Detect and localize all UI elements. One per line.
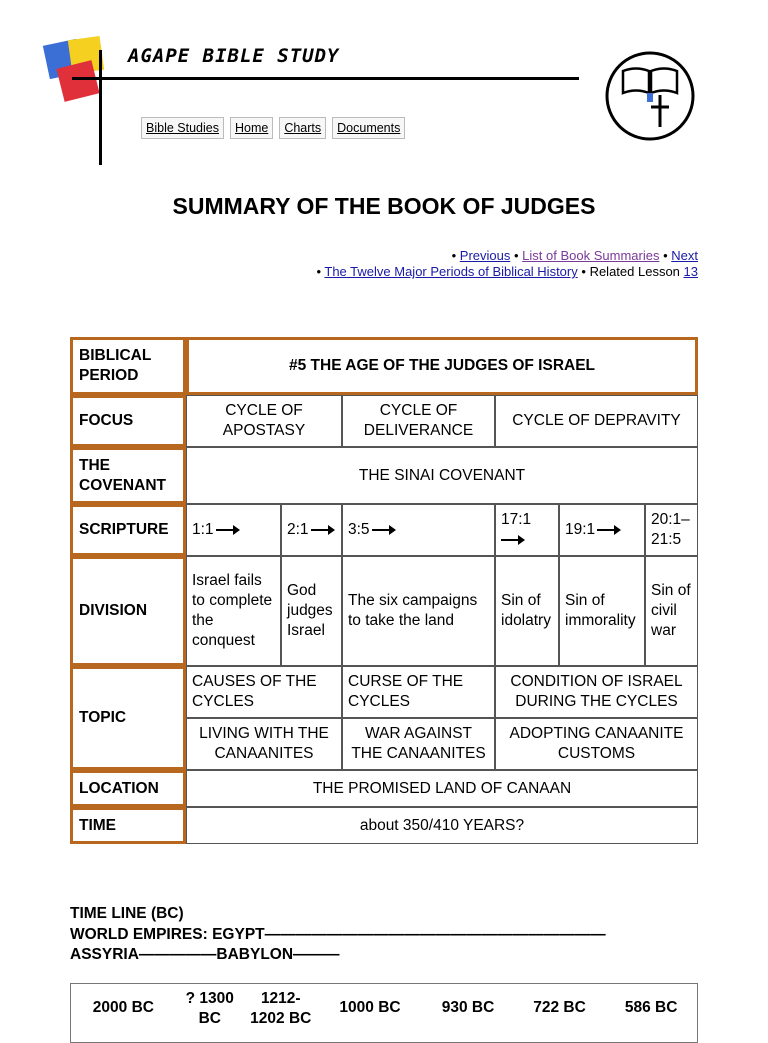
division-cell: Sin of immorality [559, 556, 645, 666]
arrow-right-icon [311, 529, 333, 531]
bullet: • [451, 248, 457, 263]
division-cell: Sin of idolatry [495, 556, 559, 666]
division-cell: God judges Israel [281, 556, 342, 666]
timeline-date: ? 1300 BC [185, 990, 234, 1027]
division-cell: Israel fails to complete the conquest [186, 556, 281, 666]
timeline-date: 586 BC [624, 999, 678, 1016]
open-bible-cross-icon [605, 51, 695, 141]
row-label-scripture: SCRIPTURE [70, 504, 186, 556]
next-link[interactable]: Next [671, 248, 698, 263]
topic-cell: CURSE OF THE CYCLES [342, 666, 495, 718]
topic-cell: CONDITION OF ISRAEL DURING THE CYCLES [495, 666, 698, 718]
topic-cell: LIVING WITH THE CANAANITES [186, 718, 342, 770]
page-title: SUMMARY OF THE BOOK OF JUDGES [172, 193, 596, 219]
top-nav [141, 117, 405, 139]
timeline-date: 722 BC [533, 999, 586, 1016]
timeline-dates-table [70, 983, 698, 1043]
header-rule [72, 77, 579, 80]
row-label-division: DIVISION [70, 556, 186, 666]
scripture-cell [495, 504, 559, 556]
division-cell: Sin of civil war [645, 556, 698, 666]
nav-charts[interactable]: Charts [279, 117, 326, 139]
navigation-links [316, 248, 698, 280]
arrow-right-icon [372, 529, 394, 531]
scripture-cell [281, 504, 342, 556]
timeline-date: 1212-1202 BC [250, 990, 312, 1027]
logo-square-red [56, 60, 99, 102]
time-value: about 350/410 YEARS? [186, 807, 698, 844]
covenant-value: THE SINAI COVENANT [186, 447, 698, 504]
scripture-ref: 19:1 [565, 521, 596, 538]
focus-cell: CYCLE OF APOSTASY [186, 395, 342, 447]
row-label-covenant: THE COVENANT [70, 447, 186, 504]
period-value: #5 THE AGE OF THE JUDGES OF ISRAEL [186, 337, 698, 395]
site-brand[interactable]: AGAPE BIBLE STUDY [128, 45, 340, 67]
location-value: THE PROMISED LAND OF CANAAN [186, 770, 698, 807]
bullet: • [316, 264, 321, 279]
lesson-link[interactable]: 13 [683, 264, 698, 279]
nav-documents[interactable]: Documents [332, 117, 405, 139]
timeline-date: 2000 BC [92, 999, 154, 1016]
timeline-empires-2: ASSYRIA—————BABYLON——— [70, 946, 340, 963]
row-label-time: TIME [70, 807, 186, 844]
previous-link[interactable]: Previous [459, 248, 511, 263]
book-summaries-link[interactable]: List of Book Summaries [522, 248, 660, 263]
related-lesson-label: Related Lesson [589, 264, 680, 279]
nav-home[interactable]: Home [230, 117, 273, 139]
bullet: • [663, 248, 668, 263]
topic-cell: WAR AGAINST THE CANAANITES [342, 718, 495, 770]
timeline-heading [70, 904, 606, 966]
arrow-right-icon [597, 529, 619, 531]
timeline-title: TIME LINE (BC) [70, 905, 184, 922]
bullet: • [513, 248, 519, 263]
scripture-cell [559, 504, 645, 556]
site-logo[interactable] [44, 36, 106, 104]
scripture-cell [186, 504, 281, 556]
timeline-empires: WORLD EMPIRES: EGYPT—————————————————————— [70, 925, 606, 943]
scripture-ref: 20:1–21:5 [645, 504, 698, 556]
scripture-ref: 17:1 [501, 511, 532, 528]
division-cell: The six campaigns to take the land [342, 556, 495, 666]
row-label-location: LOCATION [70, 770, 186, 807]
twelve-periods-link[interactable]: The Twelve Major Periods of Biblical History [324, 264, 578, 279]
scripture-ref: 3:5 [348, 521, 370, 538]
header-vertical-rule [99, 50, 102, 165]
nav-bible-studies[interactable]: Bible Studies [141, 117, 224, 139]
topic-cell: CAUSES OF THE CYCLES [186, 666, 342, 718]
row-label-period: BIBLICAL PERIOD [70, 337, 186, 395]
row-label-focus: FOCUS [70, 395, 186, 447]
focus-cell: CYCLE OF DEPRAVITY [495, 395, 698, 447]
topic-cell: ADOPTING CANAANITE CUSTOMS [495, 718, 698, 770]
bullet: • [581, 264, 586, 279]
summary-table [70, 337, 698, 844]
timeline-date: 1000 BC [339, 999, 401, 1016]
scripture-ref: 1:1 [192, 521, 214, 538]
timeline-date: 930 BC [441, 999, 495, 1016]
arrow-right-icon [216, 529, 238, 531]
arrow-right-icon [501, 539, 523, 541]
scripture-ref: 2:1 [287, 521, 309, 538]
row-label-topic: TOPIC [70, 666, 186, 770]
scripture-cell [342, 504, 495, 556]
focus-cell: CYCLE OF DELIVERANCE [342, 395, 495, 447]
